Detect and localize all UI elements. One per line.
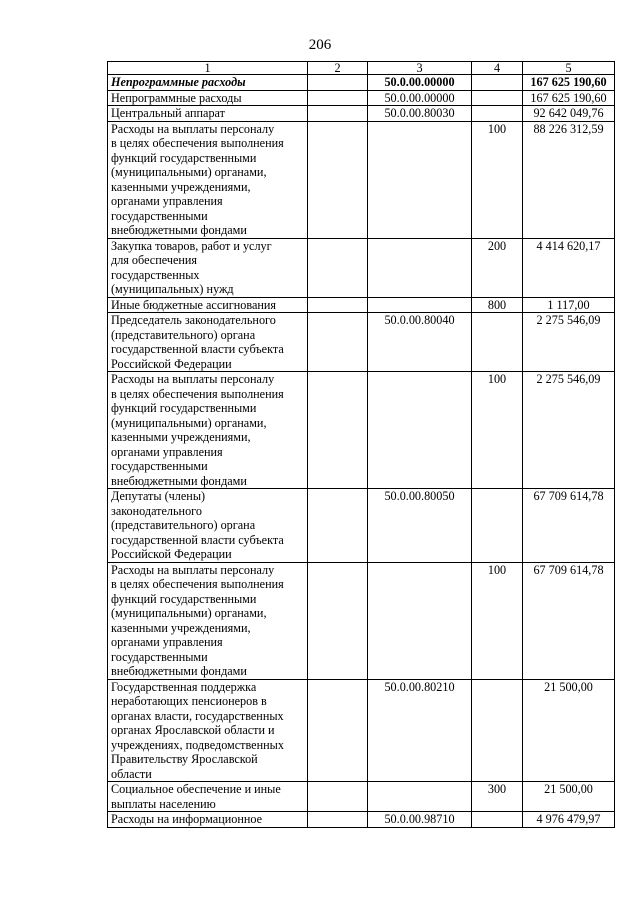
row-col2-cell (308, 121, 368, 238)
row-code-cell: 50.0.00.80040 (368, 313, 472, 372)
row-amount-cell: 21 500,00 (523, 782, 615, 812)
header-col-3: 3 (368, 62, 472, 75)
row-type-cell (472, 489, 523, 563)
row-code-cell (368, 782, 472, 812)
row-code-cell (368, 121, 472, 238)
row-amount-cell: 4 976 479,97 (523, 812, 615, 828)
row-type-cell: 800 (472, 297, 523, 313)
row-amount-cell: 167 625 190,60 (523, 90, 615, 106)
row-code-cell (368, 372, 472, 489)
row-col2-cell (308, 679, 368, 782)
row-name-cell: Депутаты (члены) законодательного (представительного) органа государственной власти субъекта Российской Федерации (108, 489, 308, 563)
row-amount-cell: 1 117,00 (523, 297, 615, 313)
page-number: 206 (308, 37, 332, 53)
row-col2-cell (308, 313, 368, 372)
row-code-cell: 50.0.00.80050 (368, 489, 472, 563)
header-col-1: 1 (108, 62, 308, 75)
row-code-cell (368, 238, 472, 297)
row-col2-cell (308, 372, 368, 489)
table-row (108, 372, 615, 489)
row-col2-cell (308, 90, 368, 106)
row-col2-cell (308, 489, 368, 563)
row-name-cell: Председатель законодательного (представительного) органа государственной власти субъекта Российской Федерации (108, 313, 308, 372)
row-amount-cell: 67 709 614,78 (523, 489, 615, 563)
table-row (108, 679, 615, 782)
header-col-2: 2 (308, 62, 368, 75)
row-name-cell: Закупка товаров, работ и услуг для обеспечения государственных (муниципальных) нужд (108, 238, 308, 297)
row-type-cell (472, 313, 523, 372)
row-amount-cell: 21 500,00 (523, 679, 615, 782)
table-body (108, 75, 615, 828)
table-row (108, 313, 615, 372)
row-name-cell: Расходы на выплаты персоналу в целях обеспечения выполнения функций государственными (муниципальными) органами, казенными учреждениями, органами управления государственными внебюджетными фондами (108, 562, 308, 679)
header-col-4: 4 (472, 62, 523, 75)
row-name-cell: Расходы на выплаты персоналу в целях обеспечения выполнения функций государственными (муниципальными) органами, казенными учреждениями, органами управления государственными внебюджетными фондами (108, 372, 308, 489)
row-name-cell: Социальное обеспечение и иные выплаты населению (108, 782, 308, 812)
row-name-cell: Непрограммные расходы (108, 90, 308, 106)
row-type-cell (472, 812, 523, 828)
row-col2-cell (308, 297, 368, 313)
table-row (108, 297, 615, 313)
row-amount-cell: 88 226 312,59 (523, 121, 615, 238)
row-type-cell (472, 106, 523, 122)
row-code-cell: 50.0.00.98710 (368, 812, 472, 828)
row-col2-cell (308, 782, 368, 812)
row-name-cell: Государственная поддержка неработающих пенсионеров в органах власти, государственных органах Ярославской области и учреждениях, подведомственных Правительству Ярославской области (108, 679, 308, 782)
budget-table (107, 61, 615, 828)
row-type-cell: 300 (472, 782, 523, 812)
table-row (108, 782, 615, 812)
header-col-5: 5 (523, 62, 615, 75)
row-col2-cell (308, 106, 368, 122)
row-type-cell (472, 679, 523, 782)
row-name-cell: Расходы на выплаты персоналу в целях обеспечения выполнения функций государственными (муниципальными) органами, казенными учреждениями, органами управления государственными внебюджетными фондами (108, 121, 308, 238)
row-col2-cell (308, 562, 368, 679)
row-amount-cell: 67 709 614,78 (523, 562, 615, 679)
row-type-cell (472, 90, 523, 106)
row-type-cell (472, 75, 523, 91)
table-row (108, 90, 615, 106)
row-code-cell (368, 297, 472, 313)
row-amount-cell: 2 275 546,09 (523, 372, 615, 489)
table-row (108, 812, 615, 828)
row-type-cell: 200 (472, 238, 523, 297)
table-row (108, 238, 615, 297)
row-code-cell: 50.0.00.80030 (368, 106, 472, 122)
row-type-cell: 100 (472, 121, 523, 238)
row-col2-cell (308, 238, 368, 297)
row-amount-cell: 4 414 620,17 (523, 238, 615, 297)
row-code-cell: 50.0.00.00000 (368, 90, 472, 106)
table-header-row (108, 62, 615, 75)
row-name-cell: Центральный аппарат (108, 106, 308, 122)
row-name-cell: Расходы на информационное (108, 812, 308, 828)
table-row (108, 75, 615, 91)
row-amount-cell: 92 642 049,76 (523, 106, 615, 122)
row-type-cell: 100 (472, 372, 523, 489)
row-col2-cell (308, 75, 368, 91)
row-col2-cell (308, 812, 368, 828)
row-type-cell: 100 (472, 562, 523, 679)
row-name-cell: Непрограммные расходы (108, 75, 308, 91)
row-amount-cell: 167 625 190,60 (523, 75, 615, 91)
table-row (108, 489, 615, 563)
row-code-cell: 50.0.00.80210 (368, 679, 472, 782)
row-code-cell: 50.0.00.00000 (368, 75, 472, 91)
table-row (108, 562, 615, 679)
table-row (108, 106, 615, 122)
table-row (108, 121, 615, 238)
row-amount-cell: 2 275 546,09 (523, 313, 615, 372)
row-code-cell (368, 562, 472, 679)
row-name-cell: Иные бюджетные ассигнования (108, 297, 308, 313)
